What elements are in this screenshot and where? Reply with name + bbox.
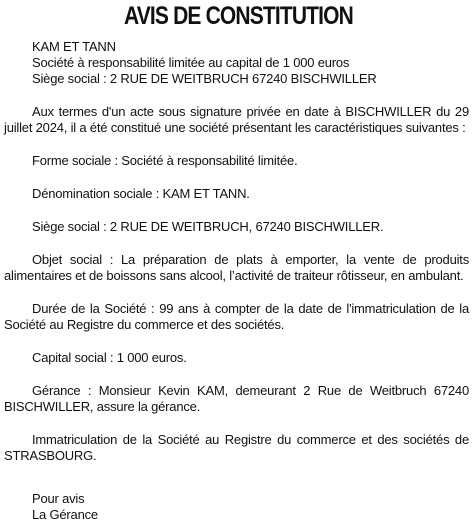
- notice-title: AVIS DE CONSTITUTION: [123, 2, 353, 30]
- intro-paragraph: Aux termes d'un acte sous signature privée en date à BISCHWILLER du 29 juillet 2024, il a été constitué une société présentant les caractéristiques suivantes :: [4, 104, 469, 135]
- signature-line-2: La Gérance: [32, 507, 98, 522]
- signature-block: [4, 491, 473, 523]
- company-legal-form: Société à responsabilité limitée au capital de 1 000 euros: [32, 55, 350, 70]
- denomination-paragraph: Dénomination sociale : KAM ET TANN.: [32, 186, 250, 201]
- company-name: KAM ET TANN: [32, 39, 116, 54]
- company-header: [4, 39, 473, 87]
- gerance-paragraph: Gérance : Monsieur Kevin KAM, demeurant 2 Rue de Weitbruch 67240 BISCHWILLER, assure la gérance.: [4, 383, 469, 414]
- signature-line-1: Pour avis: [32, 491, 85, 506]
- capital-paragraph: Capital social : 1 000 euros.: [32, 350, 187, 365]
- objet-social-paragraph: Objet social : La préparation de plats à emporter, la vente de produits alimentaires et de boissons sans alcool, l’activité de traiteur rôtisseur, en ambulant.: [4, 252, 469, 283]
- company-seat: Siège social : 2 RUE DE WEITBRUCH 67240 BISCHWILLER: [32, 71, 377, 86]
- siege-social-paragraph: Siège social : 2 RUE DE WEITBRUCH, 67240 BISCHWILLER.: [32, 219, 384, 234]
- immatriculation-paragraph: Immatriculation de la Société au Registre du commerce et des sociétés de STRASBOURG.: [4, 432, 469, 463]
- forme-sociale-paragraph: Forme sociale : Société à responsabilité limitée.: [32, 153, 298, 168]
- duree-paragraph: Durée de la Société : 99 ans à compter de la date de l'immatriculation de la Société au Registre du commerce et des sociétés.: [4, 301, 469, 332]
